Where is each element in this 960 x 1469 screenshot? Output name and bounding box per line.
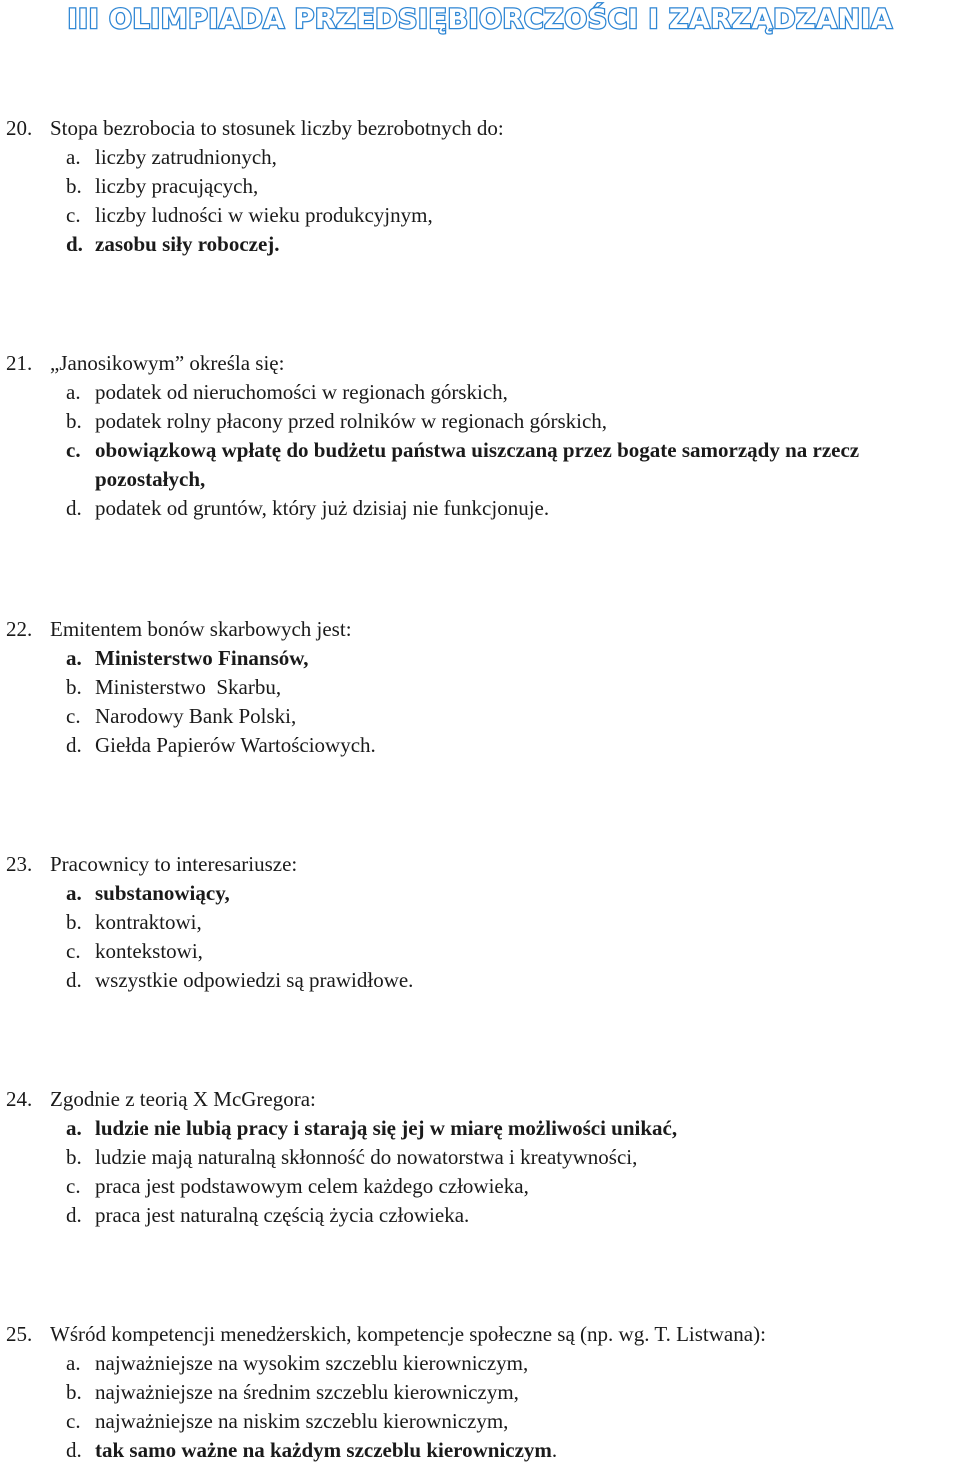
answer-option-c <box>0 702 960 731</box>
option-suffix: . <box>551 1438 558 1462</box>
option-text: praca jest naturalną częścią życia człowieka. <box>95 1203 470 1227</box>
answer-option-c <box>0 1407 960 1436</box>
option-letter: a. <box>66 380 81 404</box>
answer-option-d <box>0 731 960 760</box>
option-text: liczby ludności w wieku produkcyjnym, <box>95 203 433 227</box>
option-letter: b. <box>66 1380 82 1404</box>
option-letter: d. <box>66 1203 82 1227</box>
question-text: Pracownicy to interesariusze: <box>50 852 298 876</box>
option-letter: c. <box>66 939 81 963</box>
option-letter: a. <box>66 1351 81 1375</box>
question-21 <box>0 349 960 523</box>
option-letter: c. <box>66 1409 81 1433</box>
option-text-bold: tak samo ważne na każdym szczeblu kierowniczym <box>95 1438 552 1462</box>
answer-option-d <box>0 230 960 259</box>
answer-option-a <box>0 879 960 908</box>
question-header <box>0 349 960 378</box>
option-text: ludzie nie lubią pracy i starają się jej w miarę możliwości unikać, <box>95 1116 678 1140</box>
answer-option-c <box>0 201 960 230</box>
option-text: Ministerstwo Skarbu, <box>95 675 282 699</box>
question-header <box>0 1085 960 1114</box>
answer-option-a <box>0 1114 960 1143</box>
question-number: 24. <box>6 1087 33 1111</box>
option-letter: a. <box>66 646 82 670</box>
option-letter: d. <box>66 1438 82 1462</box>
option-text: liczby pracujących, <box>95 174 259 198</box>
question-25 <box>0 1320 960 1465</box>
option-text: obowiązkową wpłatę do budżetu państwa uiszczaną przez bogate samorządy na rzecz pozostałych, <box>95 438 860 491</box>
option-text: praca jest podstawowym celem każdego człowieka, <box>95 1174 529 1198</box>
answer-option-b <box>0 407 960 436</box>
option-text: podatek rolny płacony przed rolników w regionach górskich, <box>95 409 608 433</box>
option-text: zasobu siły roboczej. <box>95 232 280 256</box>
option-text: kontekstowi, <box>95 939 203 963</box>
question-number: 22. <box>6 617 33 641</box>
answer-option-a <box>0 143 960 172</box>
question-header <box>0 1320 960 1349</box>
option-text: najważniejsze na niskim szczeblu kierowniczym, <box>95 1409 509 1433</box>
question-text: „Janosikowym” określa się: <box>50 351 285 375</box>
option-text: kontraktowi, <box>95 910 202 934</box>
question-text: Emitentem bonów skarbowych jest: <box>50 617 352 641</box>
option-letter: d. <box>66 496 82 520</box>
answer-option-b <box>0 1378 960 1407</box>
option-letter: b. <box>66 675 82 699</box>
question-number: 23. <box>6 852 33 876</box>
option-letter: d. <box>66 733 82 757</box>
answer-option-d <box>0 1436 960 1465</box>
option-letter: b. <box>66 910 82 934</box>
question-header <box>0 114 960 143</box>
option-letter: d. <box>66 232 83 256</box>
answer-option-b <box>0 673 960 702</box>
answer-option-c <box>0 436 960 494</box>
answer-option-a <box>0 644 960 673</box>
answer-option-b <box>0 172 960 201</box>
option-text: najważniejsze na wysokim szczeblu kierowniczym, <box>95 1351 529 1375</box>
question-20 <box>0 114 960 259</box>
question-22 <box>0 615 960 760</box>
page-title: III OLIMPIADA PRZEDSIĘBIORCZOŚCI I ZARZĄDZANIA <box>67 4 893 35</box>
option-text: substanowiący, <box>95 881 230 905</box>
answer-option-c <box>0 1172 960 1201</box>
option-letter: c. <box>66 438 81 462</box>
option-text: Giełda Papierów Wartościowych. <box>95 733 376 757</box>
question-text: Stopa bezrobocia to stosunek liczby bezrobotnych do: <box>50 116 504 140</box>
answer-option-d <box>0 966 960 995</box>
answer-option-c <box>0 937 960 966</box>
question-24 <box>0 1085 960 1230</box>
option-text: Narodowy Bank Polski, <box>95 704 297 728</box>
option-letter: a. <box>66 881 82 905</box>
answer-option-b <box>0 1143 960 1172</box>
option-letter: b. <box>66 1145 82 1169</box>
question-number: 25. <box>6 1322 33 1346</box>
question-text: Wśród kompetencji menedżerskich, kompetencje społeczne są (np. wg. T. Listwana): <box>50 1322 766 1346</box>
option-text: podatek od nieruchomości w regionach górskich, <box>95 380 508 404</box>
option-text: liczby zatrudnionych, <box>95 145 277 169</box>
option-letter: c. <box>66 704 81 728</box>
answer-option-d <box>0 494 960 523</box>
option-letter: a. <box>66 145 81 169</box>
option-letter: a. <box>66 1116 82 1140</box>
question-header <box>0 615 960 644</box>
option-text: Ministerstwo Finansów, <box>95 646 309 670</box>
option-text: podatek od gruntów, który już dzisiaj nie funkcjonuje. <box>95 496 550 520</box>
option-text: ludzie mają naturalną skłonność do nowatorstwa i kreatywności, <box>95 1145 638 1169</box>
option-letter: c. <box>66 1174 81 1198</box>
answer-option-a <box>0 1349 960 1378</box>
question-header <box>0 850 960 879</box>
option-letter: d. <box>66 968 82 992</box>
answer-option-b <box>0 908 960 937</box>
option-letter: b. <box>66 409 82 433</box>
question-text: Zgodnie z teorią X McGregora: <box>50 1087 316 1111</box>
option-text: wszystkie odpowiedzi są prawidłowe. <box>95 968 414 992</box>
option-text: najważniejsze na średnim szczeblu kierowniczym, <box>95 1380 519 1404</box>
question-number: 20. <box>6 116 33 140</box>
question-number: 21. <box>6 351 33 375</box>
option-letter: b. <box>66 174 82 198</box>
option-letter: c. <box>66 203 81 227</box>
question-23 <box>0 850 960 995</box>
option-text <box>95 1436 557 1465</box>
answer-option-a <box>0 378 960 407</box>
answer-option-d <box>0 1201 960 1230</box>
